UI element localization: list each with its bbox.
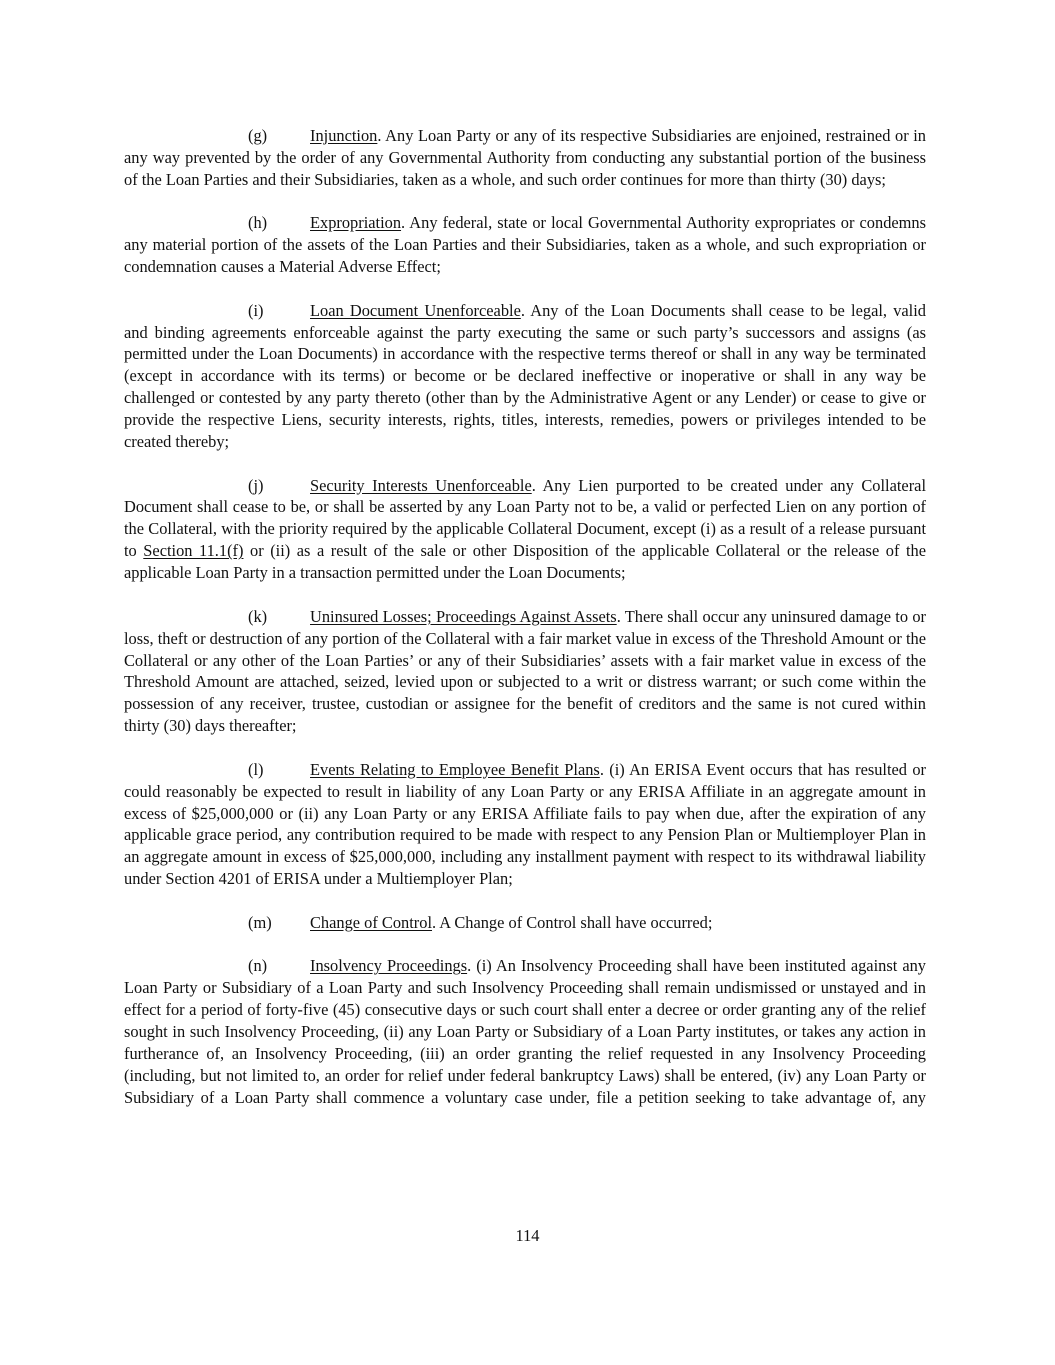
clause-label: (m)	[248, 912, 272, 932]
paragraph-h	[124, 212, 926, 278]
paragraph-g	[124, 125, 926, 191]
clause-heading: Injunction	[310, 126, 378, 145]
clause-label: (h)	[248, 213, 268, 233]
clause-label: (g)	[248, 126, 268, 145]
paragraph-i	[124, 300, 926, 453]
paragraph-l	[124, 759, 926, 890]
clause-text: . Any Loan Party or any of its respective Subsidiaries are enjoined, restrained or in any way prevented by the order of any Governmental Authority from conducting any substantial portion of the business of the Loan Parties and their Subsidiaries, taken as a whole, and such order continues for more than thirty (30) days;	[124, 126, 926, 189]
clause-text-after: or (ii) as a result of the sale or other Disposition of the applicable Collateral or the release of the applicable Loan Party in a transaction permitted under the Loan Documents;	[124, 541, 926, 583]
paragraph-n	[124, 955, 926, 1108]
clause-heading: Uninsured Losses; Proceedings Against Assets	[310, 606, 617, 626]
clause-label: (i)	[248, 300, 264, 320]
paragraph-m	[124, 912, 926, 934]
clause-text: . (i) An ERISA Event occurs that has resulted or could reasonably be expected to result in liability of any Loan Party or any ERISA Affiliate in an aggregate amount in excess of $25,000,000 or (ii) any Loan Party or any ERISA Affiliate fails to pay when due, after the expiration of any applicable grace period, any contribution required to be made with respect to any Pension Plan or Multiemployer Plan in an aggregate amount in excess of $25,000,000, including any installment payment with respect to its withdrawal liability under Section 4201 of ERISA under a Multiemployer Plan;	[124, 759, 926, 889]
clause-text: . Any of the Loan Documents shall cease to be legal, valid and binding agreements enforceable against the party executing the same or such party’s successors and assigns (as permitted under the Loan Documents) in accordance with the respective terms thereof or shall in any way be terminated (except in accordance with its terms) or become or be declared ineffective or inoperative or shall in any way be challenged or contested by any party thereto (other than by the Administrative Agent or any Lender) or cease to give or provide the respective Liens, security interests, rights, titles, interests, remedies, powers or privileges intended to be created thereby;	[124, 300, 926, 452]
document-body	[124, 125, 926, 1109]
clause-heading: Loan Document Unenforceable	[310, 300, 521, 320]
clause-text: . A Change of Control shall have occurred;	[432, 912, 713, 932]
clause-heading: Events Relating to Employee Benefit Plans	[310, 759, 600, 779]
clause-label: (j)	[248, 475, 264, 495]
page-number: 114	[515, 1226, 540, 1245]
clause-heading: Insolvency Proceedings	[310, 956, 468, 976]
clause-text: . There shall occur any uninsured damage to or loss, theft or destruction of any portion of the Collateral with a fair market value in excess of the Threshold Amount or the Collateral or any other of the Loan Parties’ or any of their Subsidiaries’ assets with a fair market value in excess of the Threshold Amount are attached, seized, levied upon or subjected to a writ or distress warrant; or such come within the possession of any receiver, trustee, custodian or assignee for the benefit of creditors and the same is not cured within thirty (30) days thereafter;	[124, 606, 926, 736]
section-reference: Section 11.1(f)	[143, 541, 244, 561]
clause-text: . Any Lien purported to be created under any Collateral Document shall cease to be, or shall be asserted by any Loan Party not to be, a valid or perfected Lien on any portion of the Collateral, with the priority required by the applicable Collateral Document, except (i) as a result of a release pursuant to	[124, 475, 926, 561]
clause-heading: Change of Control	[310, 912, 433, 932]
clause-label: (n)	[248, 956, 268, 976]
clause-label: (l)	[248, 759, 264, 779]
clause-label: (k)	[248, 606, 268, 626]
paragraph-k	[124, 606, 926, 737]
clause-text: . (i) An Insolvency Proceeding shall have been instituted against any Loan Party or Subsidiary of a Loan Party and such Insolvency Proceeding shall remain undismissed or unstayed and in effect for a period of forty-five (45) consecutive days or such court shall enter a decree or order granting any of the relief sought in such Insolvency Proceeding, (ii) any Loan Party or Subsidiary of a Loan Party institutes, or takes any action in furtherance of, an Insolvency Proceeding, (iii) an order granting the relief requested in any Insolvency Proceeding (including, but not limited to, an order for relief under federal bankruptcy Laws) shall be entered, (iv) any Loan Party or Subsidiary of a Loan Party shall commence a voluntary case under, file a petition seeking to take advantage of, any	[124, 956, 926, 1107]
clause-heading: Expropriation	[310, 213, 402, 233]
clause-text: . Any federal, state or local Governmental Authority expropriates or condemns any material portion of the assets of the Loan Parties and their Subsidiaries, taken as a whole, and such expropriation or condemnation causes a Material Adverse Effect;	[124, 213, 926, 277]
clause-heading: Security Interests Unenforceable	[310, 475, 532, 495]
paragraph-j	[124, 475, 926, 585]
